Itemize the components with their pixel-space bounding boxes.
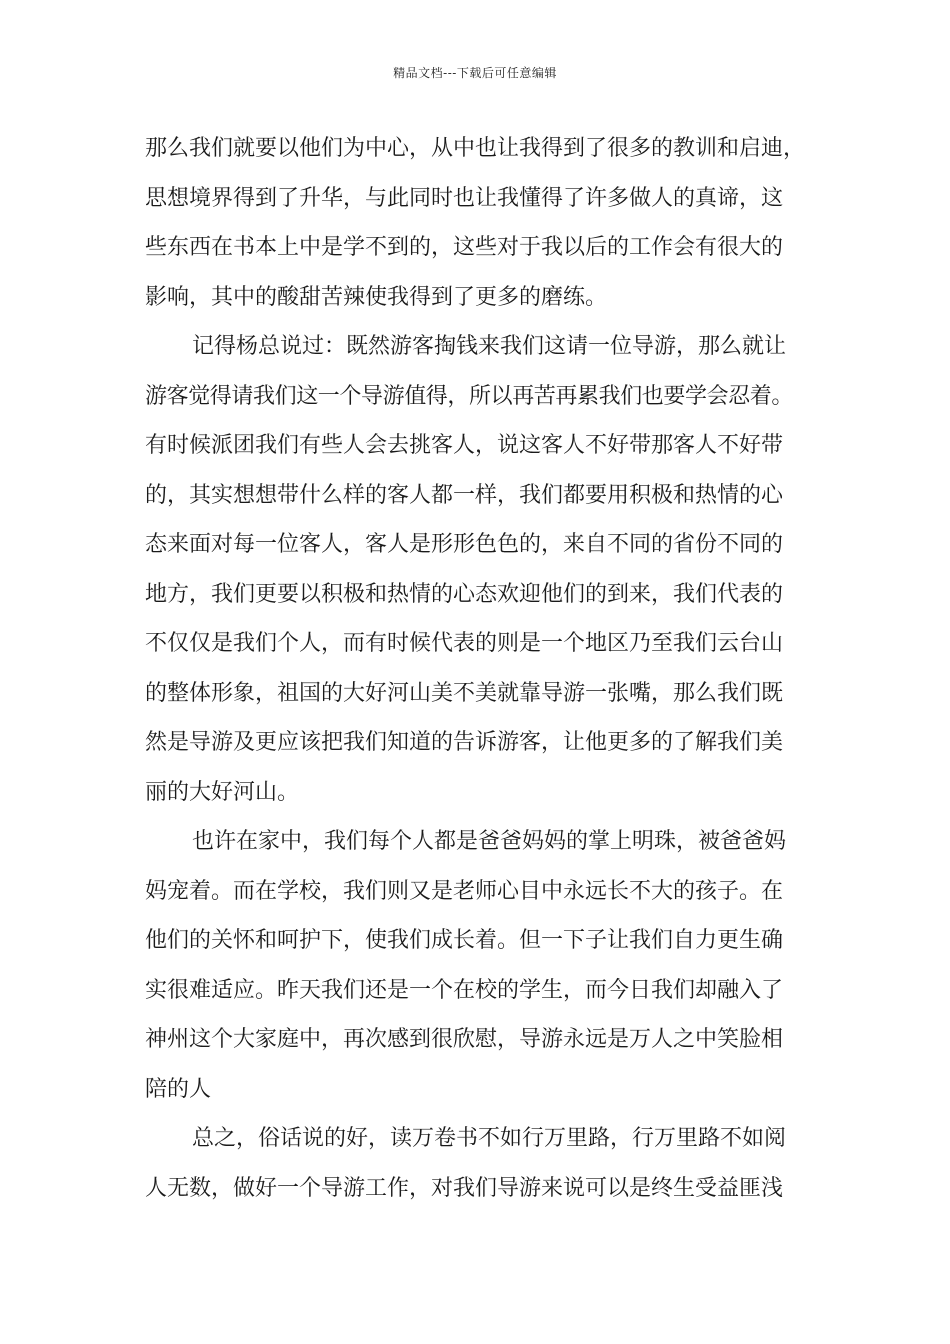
text-line: 地方，我们更要以积极和热情的心态欢迎他们的到来，我们代表的 <box>145 581 784 607</box>
text-line: 不仅仅是我们个人，而有时候代表的则是一个地区乃至我们云台山 <box>145 631 784 656</box>
paragraph-first-line: 记得杨总说过：既然游客掏钱来我们这请一位导游，那么就让 <box>192 334 787 359</box>
text-line: 的，其实想想带什么样的客人都一样，我们都要用积极和热情的心 <box>145 482 784 508</box>
text-line: 那么我们就要以他们为中心，从中也让我得到了很多的教训和启迪， <box>145 136 806 161</box>
text-line: 有时候派团我们有些人会去挑客人，说这客人不好带那客人不好带 <box>145 433 784 458</box>
paragraph-first-line: 也许在家中，我们每个人都是爸爸妈妈的掌上明珠，被爸爸妈 <box>192 829 787 854</box>
text-line: 丽的大好河山。 <box>145 779 300 805</box>
text-line: 他们的关怀和呵护下，使我们成长着。但一下子让我们自力更生确 <box>145 928 784 953</box>
paragraph-first-line: 总之，俗话说的好，读万卷书不如行万里路，行万里路不如阅 <box>192 1126 787 1151</box>
text-line: 思想境界得到了升华，与此同时也让我懂得了许多做人的真谛，这 <box>145 185 784 211</box>
text-line: 实很难适应。昨天我们还是一个在校的学生，而今日我们却融入了 <box>145 977 784 1003</box>
page-header: 精品文档---下载后可任意编辑 <box>393 66 557 80</box>
text-line: 些东西在书本上中是学不到的，这些对于我以后的工作会有很大的 <box>145 235 784 260</box>
document-body <box>145 124 835 1213</box>
text-line: 妈宠着。而在学校，我们则又是老师心目中永远长不大的孩子。在 <box>145 878 784 904</box>
text-line: 神州这个大家庭中，再次感到很欣慰，导游永远是万人之中笑脸相 <box>145 1027 784 1052</box>
text-line: 陪的人 <box>145 1076 212 1102</box>
text-line: 影响，其中的酸甜苦辣使我得到了更多的磨练。 <box>145 284 608 310</box>
text-line: 游客觉得请我们这一个导游值得，所以再苦再累我们也要学会忍着。 <box>145 383 794 409</box>
text-line: 态来面对每一位客人，客人是形形色色的，来自不同的省份不同的 <box>145 532 784 557</box>
text-line: 人无数，做好一个导游工作，对我们导游来说可以是终生受益匪浅 <box>145 1175 784 1201</box>
text-line: 然是导游及更应该把我们知道的告诉游客，让他更多的了解我们美 <box>145 730 784 755</box>
text-line: 的整体形象，祖国的大好河山美不美就靠导游一张嘴，那么我们既 <box>145 680 784 706</box>
